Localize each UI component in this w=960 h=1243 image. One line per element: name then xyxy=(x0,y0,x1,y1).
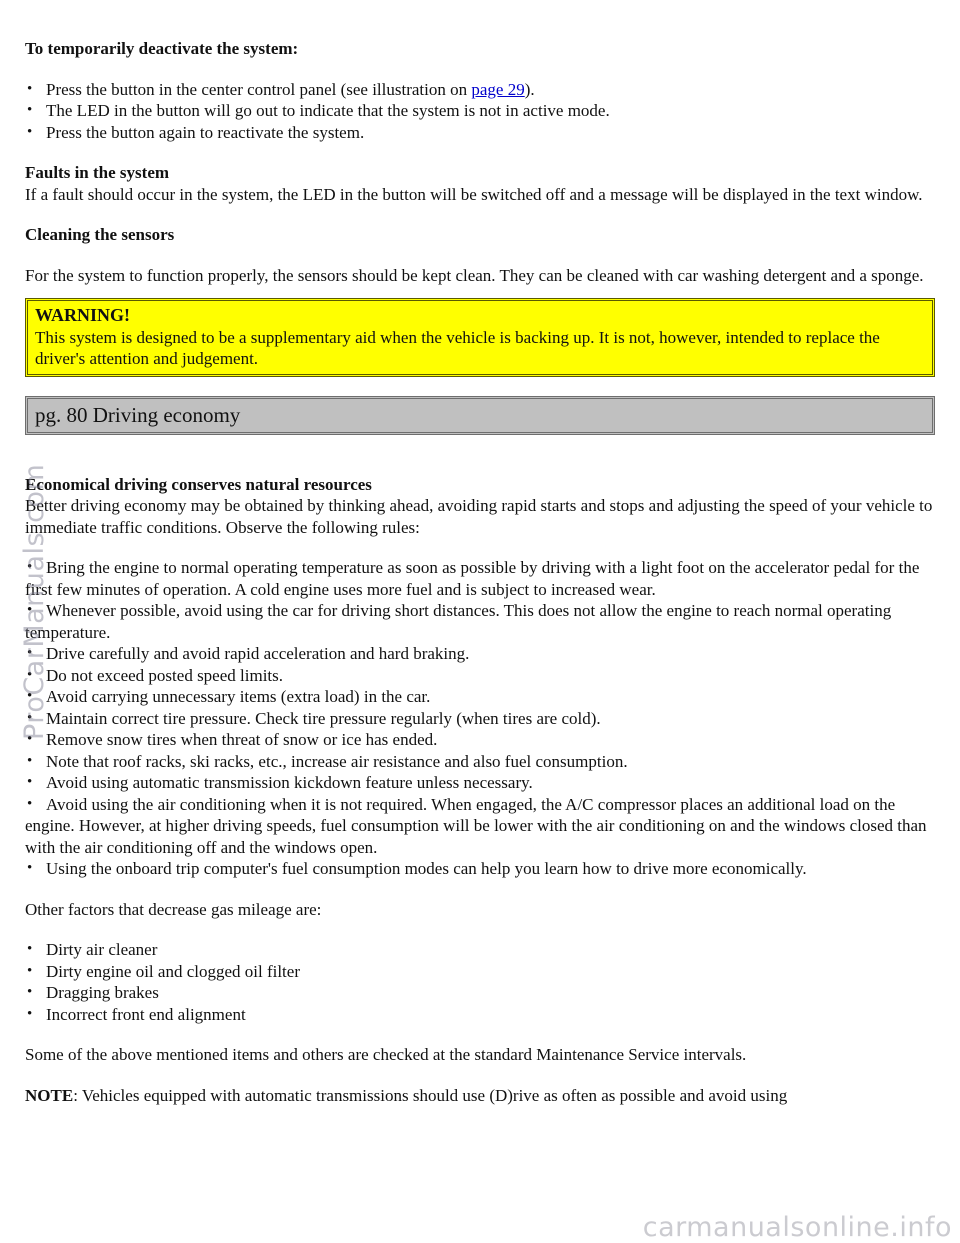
economy-rules-list xyxy=(25,557,935,880)
list-item: • Note that roof racks, ski racks, etc., increase air resistance and also fuel consumption. xyxy=(25,751,935,773)
manual-page xyxy=(19,38,935,1106)
list-item: • Do not exceed posted speed limits. xyxy=(25,665,935,687)
deactivate-heading: To temporarily deactivate the system: xyxy=(25,39,299,58)
note-text: : Vehicles equipped with automatic transmissions should use (D)rive as often as possible and avoid using xyxy=(73,1085,788,1105)
list-item: • Using the onboard trip computer's fuel consumption modes can help you learn how to drive more economically. xyxy=(25,858,935,880)
faults-body: If a fault should occur in the system, the LED in the button will be switched off and a message will be displayed in the text window. xyxy=(25,184,923,204)
list-item: • Remove snow tires when threat of snow or ice has ended. xyxy=(25,729,935,751)
list-item: • Dragging brakes xyxy=(25,982,935,1004)
list-item: • Avoid using automatic transmission kickdown feature unless necessary. xyxy=(25,772,935,794)
list-item: • Incorrect front end alignment xyxy=(25,1004,935,1026)
list-item: • Whenever possible, avoid using the car for driving short distances. This does not allow the engine to reach normal operating temperature. xyxy=(25,600,935,643)
faults-heading: Faults in the system xyxy=(25,163,170,182)
economy-heading: Economical driving conserves natural resources xyxy=(25,474,372,494)
deactivate-list xyxy=(25,79,935,144)
warning-title: WARNING! xyxy=(35,305,131,325)
list-item: • Bring the engine to normal operating temperature as soon as possible by driving with a light foot on the accelerator pedal for the first few minutes of operation. A cold engine uses more fuel and is subject to increased wear. xyxy=(25,557,935,600)
section-title-driving-economy: pg. 80 Driving economy xyxy=(25,396,935,435)
cleaning-heading: Cleaning the sensors xyxy=(25,225,175,244)
other-factors-list xyxy=(25,939,935,1025)
list-item: • Drive carefully and avoid rapid acceleration and hard braking. xyxy=(25,643,935,665)
list-item: • Dirty air cleaner xyxy=(25,939,935,961)
warning-box xyxy=(25,298,935,377)
note-paragraph xyxy=(25,1085,935,1107)
maintenance-text: Some of the above mentioned items and others are checked at the standard Maintenance Service intervals. xyxy=(25,1045,747,1064)
list-item: • Avoid carrying unnecessary items (extra load) in the car. xyxy=(25,686,935,708)
page-29-link[interactable]: page 29 xyxy=(471,79,525,99)
list-item: • Avoid using the air conditioning when it is not required. When engaged, the A/C compressor places an additional load on the engine. However, at higher driving speeds, fuel consumption will be lower with the air conditioning on and the windows closed than with the air conditioning off and the windows open. xyxy=(25,794,935,859)
note-label: NOTE xyxy=(25,1085,74,1105)
economy-intro: Better driving economy may be obtained by thinking ahead, avoiding rapid starts and stops and adjusting the speed of your vehicle to immediate traffic conditions. Observe the following rules: xyxy=(25,496,933,537)
bottom-watermark: carmanualsonline.info xyxy=(642,1211,952,1243)
side-watermark: ProCarManuals.com xyxy=(19,463,50,740)
warning-body: This system is designed to be a supplementary aid when the vehicle is backing up. It is not, however, intended to replace the driver's attention and judgement. xyxy=(35,327,880,368)
cleaning-body: For the system to function properly, the sensors should be kept clean. They can be cleaned with car washing detergent and a sponge. xyxy=(25,265,924,285)
list-item: • Maintain correct tire pressure. Check tire pressure regularly (when tires are cold). xyxy=(25,708,935,730)
list-item: • Press the button again to reactivate the system. xyxy=(25,122,935,144)
list-item: • Dirty engine oil and clogged oil filter xyxy=(25,961,935,983)
other-factors-heading: Other factors that decrease gas mileage are: xyxy=(25,899,322,919)
list-item: • Press the button in the center control panel (see illustration on page 29). xyxy=(25,79,935,101)
list-item: • The LED in the button will go out to indicate that the system is not in active mode. xyxy=(25,100,935,122)
